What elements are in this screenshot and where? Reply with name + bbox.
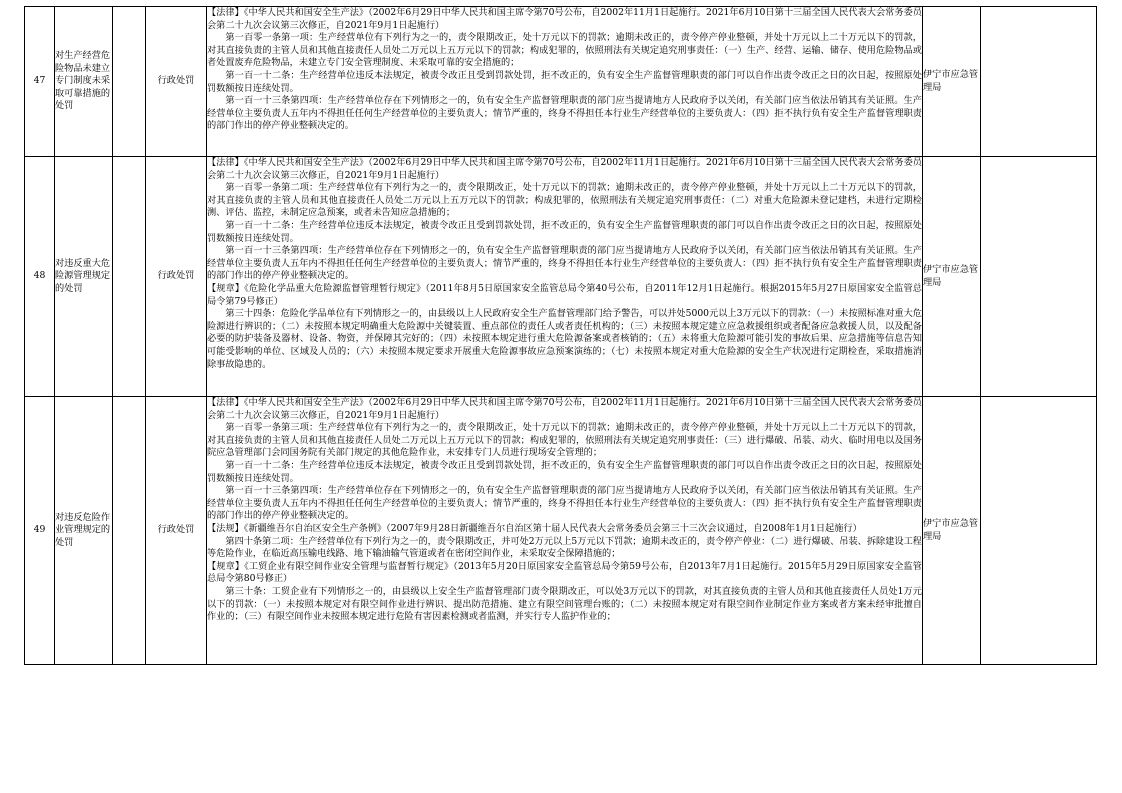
basis-paragraph: 第一百一十二条：生产经营单位违反本法规定，被责令改正且受到罚款处罚，拒不改正的，负有安全生产监督管理职责的部门可以自作出责令改正之日的次日起，按照原处罚数额按日连续处罚。 [207, 219, 922, 244]
department: 伊宁市应急管理局 [923, 7, 981, 157]
item-name: 对违反危险作业管理规定的处罚 [55, 397, 113, 665]
legal-basis [207, 397, 923, 665]
table-row [25, 157, 1097, 397]
basis-paragraph: 第一百一十二条：生产经营单位违反本法规定，被责令改正且受到罚款处罚，拒不改正的，负有安全生产监督管理职责的部门可以自作出责令改正之日的次日起，按照原处罚数额按日连续处罚。 [207, 69, 922, 94]
empty-cell [113, 7, 146, 157]
basis-paragraph: 第一百一十三条第四项：生产经营单位存在下列情形之一的，负有安全生产监督管理职责的部门应当提请地方人民政府予以关闭，有关部门应当依法吊销其有关证照。生产经营单位主要负责人五年内不得担任任何生产经营单位的主要负责人；情节严重的，终身不得担任本行业生产经营单位的主要负责人：（四）拒不执行负有安全生产监督管理职责的部门作出的停产停业整顿决定的。 [207, 245, 922, 282]
empty-cell [981, 157, 1097, 397]
item-name: 对生产经营危险物品未建立专门制度未采取可靠措施的处罚 [55, 7, 113, 157]
basis-paragraph: 第一百一十三条第四项：生产经营单位存在下列情形之一的，负有安全生产监督管理职责的部门应当提请地方人民政府予以关闭，有关部门应当依法吊销其有关证照。生产经营单位主要负责人五年内不得担任任何生产经营单位的主要负责人；情节严重的，终身不得担任本行业生产经营单位的主要负责人：（四）拒不执行负有安全生产监督管理职责的部门作出的停产停业整顿决定的。 [207, 485, 922, 522]
basis-paragraph: 第一百一十二条：生产经营单位违反本法规定，被责令改正且受到罚款处罚，拒不改正的，负有安全生产监督管理职责的部门可以自作出责令改正之日的次日起，按照原处罚数额按日连续处罚。 [207, 459, 922, 484]
law-enforcement-table [24, 6, 1097, 665]
item-type: 行政处罚 [146, 7, 207, 157]
basis-paragraph: 【法规】《新疆维吾尔自治区安全生产条例》（2007年9月28日新疆维吾尔自治区第十届人民代表大会常务委员会第三十三次会议通过，自2008年1月1日起施行） [207, 522, 862, 534]
table-row [25, 397, 1097, 665]
legal-basis [207, 157, 923, 397]
empty-cell [981, 397, 1097, 665]
basis-paragraph: 第一百零一条第三项：生产经营单位有下列行为之一的，责令限期改正，处十万元以下的罚款；逾期未改正的，责令停产停业整顿，并处十万元以上二十万元以下的罚款，对其直接负责的主管人员和其他直接责任人员处二万元以上五万元以下的罚款；构成犯罪的，依照刑法有关规定追究刑事责任：（三）进行爆破、吊装、动火、临时用电以及国务院应急管理部门会同国务院有关部门规定的其他危险作业，未安排专门人员进行现场安全管理的； [207, 422, 922, 459]
basis-paragraph: 第一百零一条第一项：生产经营单位有下列行为之一的，责令限期改正，处十万元以下的罚款；逾期未改正的，责令停产停业整顿，并处十万元以上二十万元以下的罚款，对其直接负责的主管人员和其他直接责任人员处二万元以上五万元以下的罚款；构成犯罪的，依照刑法有关规定追究刑事责任：（一）生产、经营、运输、储存、使用危险物品或者处置废弃危险物品，未建立专门安全管理制度、未采取可靠的安全措施的； [207, 32, 922, 69]
table-row [25, 7, 1097, 157]
basis-paragraph: 【法律】《中华人民共和国安全生产法》（2002年6月29日中华人民共和国主席令第70号公布，自2002年11月1日起施行。2021年6月10日第十三届全国人民代表大会常务委员会第二十九次会议第三次修正，自2021年9月1日起施行） [207, 157, 922, 181]
empty-cell [113, 397, 146, 665]
basis-paragraph: 第三十条：工贸企业有下列情形之一的，由县级以上安全生产监督管理部门责令限期改正，可以处3万元以下的罚款，对其直接负责的主管人员和其他直接责任人员处1万元以下的罚款：（一）未按照本规定对有限空间作业进行辨识、提出防范措施、建立有限空间管理台账的；（二）未按照本规定对有限空间作业制定作业方案或者方案未经审批擅自作业的；（三）有限空间作业未按照本规定进行危险有害因素检测或者监测，并实行专人监护作业的； [207, 585, 922, 623]
row-number: 48 [25, 157, 55, 397]
item-name: 对违反重大危险源管理规定的处罚 [55, 157, 113, 397]
basis-paragraph: 【法律】《中华人民共和国安全生产法》（2002年6月29日中华人民共和国主席令第70号公布，自2002年11月1日起施行。2021年6月10日第十三届全国人民代表大会常务委员会第二十九次会议第三次修正，自2021年9月1日起施行） [207, 397, 922, 421]
basis-paragraph: 第四十条第二项：生产经营单位有下列行为之一的，责令限期改正，并可处2万元以上5万元以下罚款；逾期未改正的，责令停产停业：（二）进行爆破、吊装、拆除建设工程等危险作业，在临近高压输电线路、地下输油输气管道或者在密闭空间作业，未采取安全保障措施的； [207, 535, 922, 560]
item-type: 行政处罚 [146, 157, 207, 397]
legal-basis [207, 7, 923, 157]
basis-paragraph: 第三十四条：危险化学品单位有下列情形之一的，由县级以上人民政府安全生产监督管理部门给予警告，可以并处5000元以上3万元以下的罚款：（一）未按照标准对重大危险源进行辨识的；（二）未按照本规定明确重大危险源中关键装置、重点部位的责任人或者责任机构的；（三）未按照本规定建立应急救援组织或者配备应急救援人员，以及配备必要的防护装备及器材、设备、物资，并保障其完好的；（四）未按照本规定进行重大危险源备案或者核销的；（五）未将重大危险源可能引发的事故后果、应急措施等信息告知可能受影响的单位、区域及人员的；（六）未按照本规定要求开展重大危险源事故应急预案演练的；（七）未按照本规定对重大危险源的安全生产状况进行定期检查，采取措施消除事故隐患的。 [207, 308, 922, 370]
empty-cell [981, 7, 1097, 157]
department: 伊宁市应急管理局 [923, 397, 981, 665]
basis-paragraph: 第一百零一条第二项：生产经营单位有下列行为之一的，责令限期改正，处十万元以下的罚款；逾期未改正的，责令停产停业整顿，并处十万元以上二十万元以下的罚款，对其直接负责的主管人员和其他直接责任人员处二万元以上五万元以下的罚款；构成犯罪的，依照刑法有关规定追究刑事责任：（二）对重大危险源未登记建档，未进行定期检测、评估、监控，未制定应急预案，或者未告知应急措施的； [207, 182, 922, 219]
basis-paragraph: 【规章】《工贸企业有限空间作业安全管理与监督暂行规定》（2013年5月20日原国家安全监管总局令第59号公布，自2013年7月1日起施行。2015年5月29日原国家安全监管总局令第80号修正） [207, 560, 922, 585]
item-type: 行政处罚 [146, 397, 207, 665]
empty-cell [113, 157, 146, 397]
row-number: 49 [25, 397, 55, 665]
basis-paragraph: 第一百一十三条第四项：生产经营单位存在下列情形之一的，负有安全生产监督管理职责的部门应当提请地方人民政府予以关闭，有关部门应当依法吊销其有关证照。生产经营单位主要负责人五年内不得担任任何生产经营单位的主要负责人；情节严重的，终身不得担任本行业生产经营单位的主要负责人：（四）拒不执行负有安全生产监督管理职责的部门作出的停产停业整顿决定的。 [207, 95, 922, 132]
department: 伊宁市应急管理局 [923, 157, 981, 397]
row-number: 47 [25, 7, 55, 157]
basis-paragraph: 【规章】《危险化学品重大危险源监督管理暂行规定》（2011年8月5日原国家安全监管总局令第40号公布，自2011年12月1日起施行。根据2015年5月27日原国家安全监管总局令第79号修正） [207, 282, 922, 307]
basis-paragraph: 【法律】《中华人民共和国安全生产法》（2002年6月29日中华人民共和国主席令第70号公布，自2002年11月1日起施行。2021年6月10日第十三届全国人民代表大会常务委员会第二十九次会议第三次修正，自2021年9月1日起施行） [207, 7, 922, 31]
